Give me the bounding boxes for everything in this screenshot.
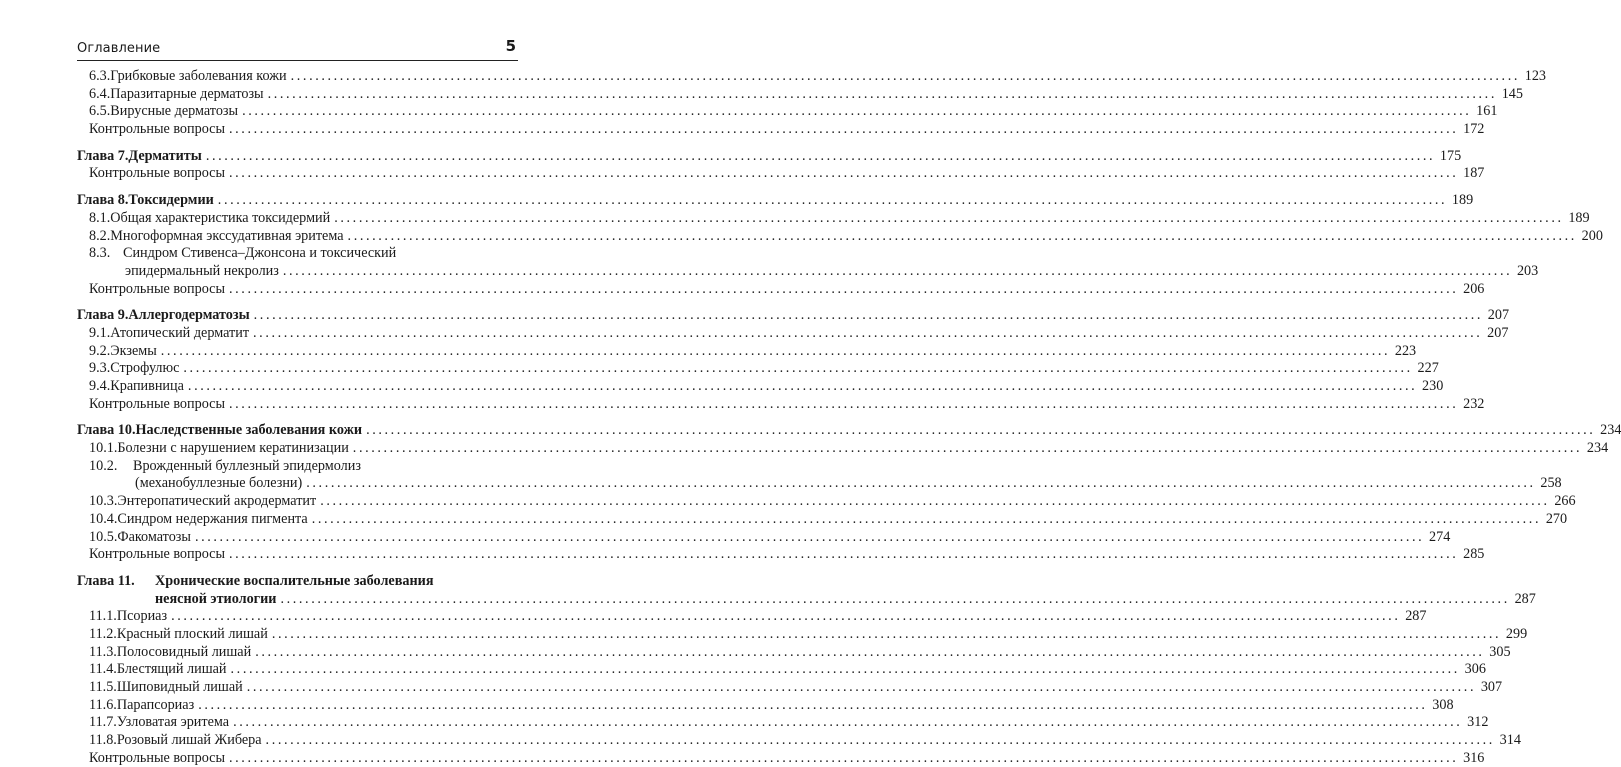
toc-chapter-block — [77, 68, 1546, 139]
entry-title: Розовый лишай Жибера — [116, 732, 262, 749]
running-header — [77, 36, 518, 61]
entry-title: Синдром недержания пигмента — [117, 510, 308, 527]
toc-entry — [77, 510, 1568, 529]
entry-page-number: 189 — [1451, 192, 1474, 209]
entry-page-number: 230 — [1422, 378, 1444, 394]
entry-number: 11.3. — [89, 643, 117, 660]
toc-entry — [77, 103, 1498, 121]
entry-number: 11.4. — [89, 661, 117, 678]
entry-number: 6.4. — [89, 85, 111, 102]
entry-number: 8.1. — [89, 209, 111, 226]
entry-title: Токсидермии — [128, 192, 214, 209]
entry-title: Болезни с нарушением кератинизации — [117, 440, 349, 457]
header-title: Оглавление — [77, 41, 161, 56]
dot-leader: ........................................................................................................................................................................................................ — [265, 732, 1495, 749]
toc-entry — [77, 608, 1427, 626]
entry-title: Факоматозы — [117, 528, 191, 545]
entry-title: Контрольные вопросы — [89, 121, 225, 138]
entry-title: Паразитарные дерматозы — [110, 85, 264, 102]
entry-number: Глава 7. — [77, 147, 129, 164]
toc-chapter-block — [77, 572, 1536, 767]
entry-number: Глава 10. — [77, 422, 136, 439]
dot-leader: ........................................................................................................................................................................................................ — [253, 307, 1484, 324]
dot-leader: ........................................................................................................................................................................................................ — [366, 422, 1596, 439]
toc-entry — [77, 732, 1521, 750]
entry-title: Энтеропатический акродерматит — [117, 493, 317, 510]
entry-title: Парапсориаз — [116, 696, 195, 713]
dot-leader: ........................................................................................................................................................................................................ — [229, 395, 1459, 412]
entry-page-number: 161 — [1476, 103, 1498, 120]
entry-number: 11.2. — [89, 625, 117, 642]
dot-leader: ........................................................................................................................................................................................................ — [306, 475, 1536, 492]
entry-number: 10.1. — [89, 440, 118, 457]
entry-title: Общая характеристика токсидермий — [110, 209, 331, 226]
entry-page-number: 175 — [1439, 147, 1462, 164]
entry-number: Глава 11. — [77, 572, 135, 589]
entry-number: 10.3. — [89, 493, 118, 510]
entry-title: Крапивница — [110, 378, 184, 394]
entry-number: 9.4. — [89, 378, 111, 394]
dot-leader: ........................................................................................................................................................................................................ — [171, 608, 1401, 625]
toc-entry — [77, 679, 1503, 697]
entry-page-number: 287 — [1514, 590, 1536, 607]
entry-number: 6.3. — [89, 68, 111, 84]
entry-page-number: 312 — [1467, 714, 1489, 731]
toc-entry — [77, 147, 1462, 166]
entry-title: Вирусные дерматозы — [110, 103, 239, 120]
header-page-number: 5 — [505, 37, 516, 55]
toc-entry — [77, 696, 1454, 715]
dot-leader: ........................................................................................................................................................................................................ — [347, 227, 1577, 244]
dot-leader: ........................................................................................................................................................................................................ — [282, 262, 1513, 279]
entry-page-number: 307 — [1480, 679, 1503, 695]
entry-title: Блестящий лишай — [116, 661, 227, 678]
entry-page-number: 308 — [1432, 696, 1454, 713]
dot-leader: ........................................................................................................................................................................................................ — [242, 103, 1472, 120]
toc-chapter-block — [77, 147, 1485, 183]
toc-chapter-block — [77, 307, 1510, 413]
entry-number: 8.2. — [89, 227, 111, 244]
entry-title: Аллергодерматозы — [128, 307, 250, 324]
entry-page-number: 299 — [1505, 625, 1528, 642]
entry-page-number: 203 — [1516, 262, 1539, 279]
dot-leader: ........................................................................................................................................................................................................ — [311, 510, 1542, 527]
entry-number: 11.1. — [89, 608, 117, 625]
toc-entry — [77, 749, 1485, 767]
entry-page-number: 306 — [1464, 661, 1486, 678]
entry-title: Наследственные заболевания кожи — [135, 422, 363, 439]
toc-entry — [77, 121, 1485, 139]
entry-title: Грибковые заболевания кожи — [110, 68, 287, 84]
entry-page-number: 314 — [1499, 732, 1521, 749]
toc-entry — [77, 209, 1590, 228]
dot-leader: ........................................................................................................................................................................................................ — [183, 360, 1413, 377]
entry-page-number: 206 — [1463, 280, 1485, 297]
toc-entry — [77, 85, 1523, 104]
entry-page-number: 232 — [1463, 395, 1485, 412]
dot-leader: ........................................................................................................................................................................................................ — [246, 679, 1477, 695]
entry-page-number: 234 — [1586, 440, 1609, 457]
entry-title: неясной этиологии — [155, 590, 277, 607]
toc-entry — [77, 280, 1485, 299]
entry-title: Многоформная экссудативная эритема — [110, 227, 344, 244]
entry-page-number: 223 — [1394, 342, 1417, 359]
entry-page-number: 266 — [1554, 493, 1576, 510]
toc-entry — [77, 493, 1576, 511]
toc-entry — [77, 378, 1444, 396]
entry-page-number: 285 — [1463, 546, 1485, 563]
entry-number: 11.8. — [89, 732, 117, 749]
entry-title: Контрольные вопросы — [89, 546, 225, 563]
entry-title: Шиповидный лишай — [116, 679, 243, 695]
dot-leader: ........................................................................................................................................................................................................ — [230, 661, 1460, 678]
dot-leader: ........................................................................................................................................................................................................ — [280, 590, 1510, 607]
entry-number: 10.5. — [89, 528, 118, 545]
dot-leader: ........................................................................................................................................................................................................ — [187, 378, 1418, 394]
entry-title: Узловатая эритема — [116, 714, 230, 731]
toc-entry — [77, 661, 1486, 679]
entry-number: Глава 9. — [77, 307, 129, 324]
toc-entry — [77, 307, 1510, 325]
entry-number: 9.3. — [89, 360, 111, 377]
entry-page-number: 234 — [1600, 422, 1621, 439]
entry-page-number: 270 — [1545, 510, 1568, 527]
toc-entry — [77, 714, 1489, 732]
entry-title: Синдром Стивенса–Джонсона и токсический — [123, 245, 397, 262]
dot-leader: ........................................................................................................................................................................................................ — [290, 68, 1520, 84]
entry-page-number: 207 — [1487, 324, 1509, 341]
entry-number: 10.2. — [89, 457, 118, 474]
toc-entry — [77, 192, 1474, 210]
entry-title: Полосовидный лишай — [116, 643, 252, 660]
dot-leader: ........................................................................................................................................................................................................ — [229, 280, 1459, 297]
toc-entry — [77, 528, 1451, 547]
dot-leader: ........................................................................................................................................................................................................ — [334, 209, 1564, 226]
entry-page-number: 172 — [1463, 121, 1485, 138]
entry-title: Красный плоский лишай — [116, 625, 268, 642]
entry-title: Псориаз — [116, 608, 168, 625]
toc-entry — [77, 590, 1536, 609]
entry-number: 11.6. — [89, 696, 117, 713]
entry-number: 11.5. — [89, 679, 117, 695]
dot-leader: ........................................................................................................................................................................................................ — [352, 440, 1583, 457]
entry-title: Строфулюс — [110, 360, 180, 377]
entry-number: 8.3. — [89, 245, 111, 262]
toc-entry — [77, 324, 1509, 343]
dot-leader: ........................................................................................................................................................................................................ — [194, 528, 1425, 545]
toc-entry — [77, 643, 1511, 662]
toc-chapter-block — [77, 422, 1621, 564]
entry-title: Контрольные вопросы — [89, 749, 225, 766]
dot-leader: ........................................................................................................................................................................................................ — [233, 714, 1463, 731]
toc-entry — [77, 227, 1603, 246]
entry-number: 6.5. — [89, 103, 111, 120]
toc-entry — [77, 546, 1485, 564]
entry-page-number: 287 — [1405, 608, 1427, 625]
toc-entry — [77, 68, 1546, 86]
dot-leader: ........................................................................................................................................................................................................ — [160, 342, 1391, 359]
toc-chapter-block — [77, 192, 1603, 298]
entry-page-number: 207 — [1487, 307, 1510, 324]
entry-page-number: 123 — [1524, 68, 1546, 84]
entry-title: Экземы — [110, 342, 157, 359]
entry-page-number: 187 — [1463, 165, 1485, 182]
entry-title: (механобуллезные болезни) — [135, 475, 303, 492]
entry-title: Дерматиты — [128, 147, 202, 164]
entry-page-number: 258 — [1540, 475, 1562, 492]
dot-leader: ........................................................................................................................................................................................................ — [217, 192, 1448, 209]
entry-page-number: 189 — [1568, 209, 1590, 226]
entry-number: 10.4. — [89, 510, 118, 527]
dot-leader: ........................................................................................................................................................................................................ — [253, 324, 1483, 341]
toc-entry — [77, 625, 1528, 644]
toc-entry — [77, 395, 1485, 414]
dot-leader: ........................................................................................................................................................................................................ — [255, 643, 1485, 660]
entry-page-number: 227 — [1417, 360, 1439, 377]
table-of-contents — [77, 68, 1621, 767]
entry-title: Контрольные вопросы — [89, 280, 225, 297]
dot-leader: ........................................................................................................................................................................................................ — [229, 546, 1459, 563]
dot-leader: ........................................................................................................................................................................................................ — [229, 749, 1459, 766]
entry-number: 9.1. — [89, 324, 111, 341]
toc-entry — [77, 342, 1417, 361]
entry-title: эпидермальный некролиз — [125, 262, 279, 279]
toc-entry — [77, 165, 1485, 183]
dot-leader: ........................................................................................................................................................................................................ — [229, 165, 1459, 182]
dot-leader: ........................................................................................................................................................................................................ — [205, 147, 1436, 164]
entry-title: Контрольные вопросы — [89, 395, 225, 412]
dot-leader: ........................................................................................................................................................................................................ — [198, 696, 1428, 713]
toc-entry — [77, 458, 518, 476]
dot-leader: ........................................................................................................................................................................................................ — [271, 625, 1502, 642]
dot-leader: ........................................................................................................................................................................................................ — [229, 121, 1459, 138]
toc-entry — [77, 262, 1539, 281]
entry-number: 11.7. — [89, 714, 117, 731]
toc-entry — [77, 440, 1609, 458]
entry-page-number: 200 — [1581, 227, 1603, 244]
toc-entry — [77, 245, 518, 263]
dot-leader: ........................................................................................................................................................................................................ — [267, 85, 1497, 102]
entry-page-number: 145 — [1501, 85, 1523, 102]
entry-number: Глава 8. — [77, 192, 129, 209]
entry-page-number: 305 — [1489, 643, 1511, 660]
toc-entry — [77, 475, 1562, 493]
entry-title: Атопический дерматит — [110, 324, 250, 341]
entry-page-number: 274 — [1429, 528, 1451, 545]
entry-number: 9.2. — [89, 342, 111, 359]
entry-title: Контрольные вопросы — [89, 165, 225, 182]
toc-entry — [77, 422, 1621, 440]
toc-entry — [77, 573, 518, 591]
entry-title: Врожденный буллезный эпидермолиз — [133, 457, 361, 474]
dot-leader: ........................................................................................................................................................................................................ — [320, 493, 1550, 510]
entry-title: Хронические воспалительные заболевания — [155, 572, 434, 589]
toc-entry — [77, 360, 1439, 378]
entry-page-number: 316 — [1463, 749, 1485, 766]
